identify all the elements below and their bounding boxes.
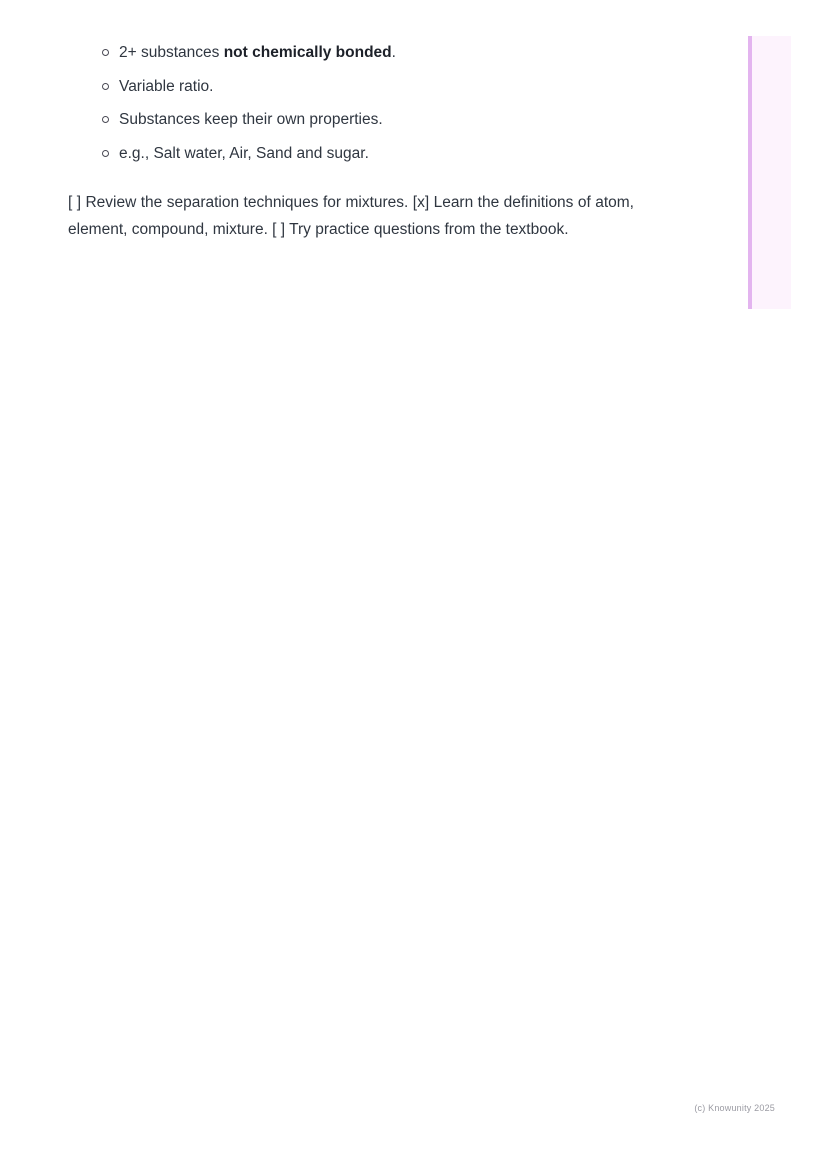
bullet-circle-icon [102,83,109,90]
decorative-accent-bar [748,36,752,309]
list-item-text: Substances keep their own properties. [119,111,383,128]
mixture-properties-list [68,42,634,165]
document-content [68,30,634,258]
bullet-circle-icon [102,150,109,157]
list-item-text: e.g., Salt water, Air, Sand and sugar. [119,144,369,162]
list-item [68,109,634,131]
list-item-text: 2+ substances not chemically bonded. [119,44,396,61]
bullet-circle-icon [102,116,109,123]
bullet-circle-icon [102,49,109,56]
list-item [68,42,634,64]
list-item [68,143,634,165]
checklist-paragraph: [ ] Review the separation techniques for mixtures. [x] Learn the definitions of atom, element, compound, mixture. [ ] Try practice questions from the textbook. [68,193,634,238]
list-item [68,76,634,98]
list-item-text: Variable ratio. [119,77,214,95]
decorative-accent-block [748,36,791,309]
copyright-footer: (c) Knowunity 2025 [694,1103,775,1113]
